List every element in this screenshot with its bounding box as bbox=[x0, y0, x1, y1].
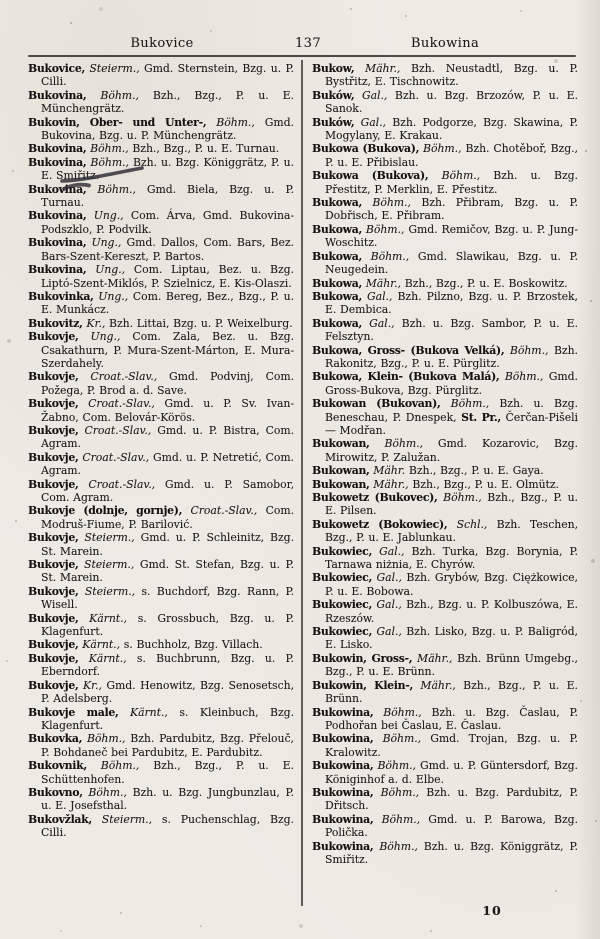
entry-text: Bzh. Podgorze, Bzg. Skawina, P. Mogylany, E. Krakau. bbox=[325, 115, 578, 143]
gazetteer-entry bbox=[28, 759, 294, 786]
gazetteer-entry bbox=[28, 236, 294, 263]
entry-region-abbrev: Mähr., bbox=[412, 651, 453, 665]
entry-text: Bzh. Lisko, Bzg. u. P. Baligród, E. Lisko. bbox=[325, 625, 578, 652]
entry-text: Bzh. u. Bzg. Sambor, P. u. E. Felsztyn. bbox=[325, 316, 578, 344]
entry-region-abbrev: Böhm., bbox=[86, 182, 136, 196]
entry-headword: Bukowa, Klein- (Bukova Malá), bbox=[312, 370, 500, 384]
entry-text: Bzh. u. Bzg. Časlau, P. Podhořan bei Časlau, E. Časlau. bbox=[325, 705, 578, 732]
entry-headword: Bukovje male, bbox=[28, 705, 119, 719]
entry-region-abbrev: Böhm., bbox=[499, 370, 544, 384]
entry-region-abbrev: Steierm., bbox=[78, 558, 135, 572]
entry-headword: Bukovina, bbox=[28, 142, 87, 156]
entry-headword: Bukowina, bbox=[312, 759, 374, 773]
entry-headword: Bukowan (Bukovan), bbox=[312, 397, 441, 411]
gazetteer-entry bbox=[312, 732, 578, 759]
entry-text: Bzh., Bzg., P. u. E. Schüttenhofen. bbox=[41, 759, 294, 786]
gazetteer-entry bbox=[312, 317, 578, 344]
entry-headword: Bukovje, bbox=[28, 423, 79, 437]
gazetteer-entry bbox=[28, 370, 294, 397]
gazetteer-entry bbox=[28, 317, 294, 330]
entry-headword: Bukowiec, bbox=[312, 571, 373, 585]
entry-headword: Bukowina, bbox=[312, 839, 374, 853]
entry-region-abbrev: Böhm., bbox=[82, 785, 127, 799]
entry-region-abbrev: Kärnt., bbox=[118, 705, 168, 719]
gazetteer-entry bbox=[28, 330, 294, 370]
entry-region-abbrev: Gal., bbox=[372, 625, 402, 639]
gazetteer-entry bbox=[28, 531, 294, 558]
entry-text: Bzh., Bzg., P. u. E. Boskowitz. bbox=[401, 276, 568, 290]
entry-text: Čerčan-Pišeli — Modřan. bbox=[325, 410, 578, 437]
gazetteer-entry bbox=[312, 89, 578, 116]
entry-text: Bzh. Přibram, Bzg. u. P. Dobřisch, E. Přibram. bbox=[325, 196, 578, 223]
entry-text: Gmd. Sternstein, Bzg. u. P. Cilli. bbox=[41, 62, 294, 89]
entry-headword: Bukowa, bbox=[312, 196, 362, 210]
entry-headword: St. Pr., bbox=[461, 410, 501, 424]
gazetteer-entry bbox=[28, 786, 294, 813]
gazetteer-entry bbox=[28, 263, 294, 290]
entry-text: Gmd. Podvinj, Com. Požega, P. Brod a. d. Save. bbox=[41, 370, 294, 397]
entry-text: Com. Liptau, Bez. u. Bzg. Liptó-Szent-Miklós, P. Szielnicz, E. Kis-Olaszi. bbox=[41, 263, 294, 290]
page-number-footer: 10 bbox=[482, 903, 502, 918]
entry-region-abbrev: Mähr., bbox=[361, 276, 401, 290]
gazetteer-entry bbox=[28, 209, 294, 236]
left-column bbox=[28, 62, 294, 840]
entry-text: Bzh. Pilzno, Bzg. u. P. Brzostek, E. Dembica. bbox=[325, 289, 578, 317]
gazetteer-entry bbox=[28, 732, 294, 759]
entry-region-abbrev: Croat.-Slav., bbox=[78, 477, 156, 491]
gazetteer-entry bbox=[312, 813, 578, 840]
entry-region-abbrev: Böhm., bbox=[82, 732, 126, 746]
entry-text: s. Kleinbuch, Bzg. Klagenfurt. bbox=[41, 705, 295, 732]
entry-text: Bzh. u. Bzg. Jungbunzlau, P. u. E. Josefsthal. bbox=[41, 785, 294, 813]
entry-text: Bzh. u. Bzg. Přestitz, P. Merklin, E. Přestitz. bbox=[325, 169, 578, 196]
entry-region-abbrev: Steierm., bbox=[91, 812, 153, 826]
entry-region-abbrev: Böhm., bbox=[361, 249, 410, 263]
entry-headword: Bukowan, bbox=[312, 437, 370, 451]
entry-region-abbrev: Kr., bbox=[82, 316, 106, 330]
entry-region-abbrev: Böhm., bbox=[373, 759, 416, 773]
entry-headword: Bukowa, bbox=[312, 249, 362, 263]
entry-text: s. Buchholz, Bzg. Villach. bbox=[120, 638, 263, 652]
entry-region-abbrev: Böhm., bbox=[373, 705, 422, 719]
entry-text: Bzh. Brünn Umgebg., Bzg., P. u. E. Brünn. bbox=[325, 651, 578, 679]
entry-text: Bzh. Chotěboř, Bzg., P. u. E. Přibislau. bbox=[325, 142, 578, 169]
entry-text: Gmd. St. Stefan, Bzg. u. P. St. Marein. bbox=[41, 558, 294, 585]
gazetteer-entry bbox=[312, 290, 578, 317]
entry-text: Com. Zala, Bez. u. Bzg. Csakathurn, P. Mura-Szent-Márton, E. Mura-Szerdahely. bbox=[41, 330, 295, 370]
gazetteer-entry bbox=[312, 545, 578, 572]
entry-region-abbrev: Gal., bbox=[354, 88, 388, 102]
entry-text: Com. Modruš-Fiume, P. Barilović. bbox=[41, 504, 295, 531]
entry-region-abbrev: Böhm., bbox=[361, 222, 405, 236]
entry-headword: Bukovitz, bbox=[28, 316, 83, 330]
entry-text: Gmd. Biela, Bzg. u. P. Turnau. bbox=[41, 182, 294, 210]
gazetteer-entry bbox=[312, 625, 578, 652]
entry-text: Bzh. u. Bzg. Königgrätz, P. Smiřitz. bbox=[325, 839, 578, 866]
entry-region-abbrev: Böhm., bbox=[373, 732, 422, 746]
entry-headword: Bukovje, bbox=[28, 638, 79, 652]
gazetteer-entry bbox=[28, 290, 294, 317]
gazetteer-entry bbox=[28, 478, 294, 505]
entry-headword: Bukowina, bbox=[312, 812, 374, 826]
entry-headword: Bukowa (Bukova), bbox=[312, 169, 429, 183]
gazetteer-entry bbox=[312, 786, 578, 813]
entry-headword: Bukovka, bbox=[28, 732, 83, 746]
gazetteer-entry bbox=[312, 344, 578, 371]
entry-region-abbrev: Croat.-Slav., bbox=[182, 504, 258, 518]
entry-text: Bzh. Grybów, Bzg. Ciężkowice, P. u. E. Bobowa. bbox=[325, 571, 578, 598]
entry-region-abbrev: Böhm., bbox=[373, 785, 420, 799]
entry-text: Gmd. u. P. Güntersdorf, Bzg. Königinhof a. d. Elbe. bbox=[325, 759, 578, 786]
entry-headword: Bukowiec, bbox=[312, 598, 373, 612]
entry-text: Gmd. Bukovina, Bzg. u. P. Münchengrätz. bbox=[41, 115, 294, 143]
entry-text: Gmd. u. P. Samobor, Com. Agram. bbox=[41, 477, 294, 504]
entry-text: s. Grossbuch, Bzg. u. P. Klagenfurt. bbox=[41, 611, 294, 639]
gazetteer-entry bbox=[312, 116, 578, 143]
entry-headword: Bukovje, bbox=[28, 450, 79, 464]
entry-text: Bzh. Pardubitz, Bzg. Přelouč, P. Bohdaneč bei Pardubitz, E. Pardubitz. bbox=[41, 732, 294, 759]
gazetteer-entry bbox=[28, 558, 294, 585]
gazetteer-entry bbox=[312, 223, 578, 250]
entry-text: Gmd. u. P. Netretić, Com. Agram. bbox=[41, 450, 294, 478]
gazetteer-entry bbox=[312, 679, 578, 706]
entry-text: Gmd. Trojan, Bzg. u. P. Kralowitz. bbox=[325, 732, 578, 759]
gazetteer-entry bbox=[312, 478, 578, 491]
entry-text: Bzh. u. Bzg. Pardubitz, P. Dřitsch. bbox=[325, 785, 578, 813]
gazetteer-entry bbox=[28, 62, 294, 89]
entry-text: Bzh. Rakonitz, Bzg., P. u. E. Pürglitz. bbox=[325, 343, 578, 370]
entry-text: Bzh. u. Bzg. Brzozów, P. u. E. Sanok. bbox=[325, 88, 578, 116]
entry-headword: Bukowan, bbox=[312, 464, 370, 478]
entry-text: Bzh. u. Bzg. Königgrätz, P. u. E. Smiřitz. bbox=[41, 155, 294, 183]
entry-headword: Bukovje, bbox=[28, 397, 79, 411]
entry-region-abbrev: Croat.-Slav., bbox=[78, 423, 152, 437]
entry-text: s. Puchenschlag, Bzg. Cilli. bbox=[41, 812, 294, 840]
entry-region-abbrev: Mähr., bbox=[369, 477, 409, 491]
entry-region-abbrev: Böhm., bbox=[86, 88, 139, 102]
entry-headword: Bukovje, bbox=[28, 330, 79, 344]
text-body bbox=[28, 62, 578, 866]
entry-headword: Bukowa, bbox=[312, 289, 362, 303]
gazetteer-entry bbox=[312, 759, 578, 786]
entry-headword: Buków, bbox=[312, 115, 355, 129]
entry-region-abbrev: Böhm., bbox=[206, 115, 255, 129]
entry-text: Bzh., Bzg., P. u. E. Turnau. bbox=[128, 142, 280, 156]
entry-region-abbrev: Ung., bbox=[86, 263, 126, 277]
entry-text: Bzh. Turka, Bzg. Borynia, P. Tarnawa niżnia, E. Chyrów. bbox=[325, 544, 578, 572]
gazetteer-entry bbox=[28, 424, 294, 451]
entry-headword: Bukovje, bbox=[28, 477, 79, 491]
entry-headword: Bukovje, bbox=[28, 584, 79, 598]
entry-text: Gmd. Kozarovic, Bzg. Mirowitz, P. Zalužan. bbox=[325, 437, 578, 464]
entry-text: Gmd. Slawikau, Bzg. u. P. Neugedein. bbox=[325, 249, 578, 277]
entry-headword: Bukovje, bbox=[28, 651, 79, 665]
entry-region-abbrev: Croat.-Slav., bbox=[78, 370, 158, 384]
entry-headword: Bukowiec, bbox=[312, 544, 373, 558]
entry-headword: Bukovje, bbox=[28, 611, 79, 625]
gazetteer-entry bbox=[312, 571, 578, 598]
entry-region-abbrev: Böhm., bbox=[361, 196, 411, 210]
gazetteer-entry bbox=[312, 397, 578, 437]
gazetteer-entry bbox=[312, 196, 578, 223]
gazetteer-entry bbox=[28, 116, 294, 143]
entry-text: Bzh., Bzg., P. u. E. Pilsen. bbox=[325, 491, 578, 518]
entry-headword: Bukowiec, bbox=[312, 625, 373, 639]
entry-region-abbrev: Böhm., bbox=[373, 812, 421, 826]
gazetteer-entry bbox=[312, 491, 578, 518]
entry-region-abbrev: Ung., bbox=[93, 289, 129, 303]
gazetteer-entry bbox=[28, 813, 294, 840]
entry-region-abbrev: Böhm., bbox=[419, 142, 462, 156]
gazetteer-entry bbox=[28, 638, 294, 651]
entry-region-abbrev: Böhm., bbox=[440, 397, 490, 411]
gazetteer-entry bbox=[312, 706, 578, 733]
entry-region-abbrev: Böhm., bbox=[504, 343, 549, 357]
gazetteer-entry bbox=[28, 89, 294, 116]
gazetteer-entry bbox=[312, 250, 578, 277]
entry-headword: Bukowin, Klein-, bbox=[312, 678, 413, 692]
entry-text: s. Buchdorf, Bzg. Rann, P. Wisell. bbox=[41, 584, 295, 612]
entry-text: Bzh. Littai, Bzg. u. P. Weixelburg. bbox=[105, 316, 293, 330]
gazetteer-entry bbox=[312, 518, 578, 545]
entry-region-abbrev: Böhm., bbox=[437, 491, 482, 504]
entry-headword: Bukow, bbox=[312, 62, 355, 75]
entry-headword: Bukowin, Gross-, bbox=[312, 651, 413, 665]
entry-region-abbrev: Mähr. bbox=[369, 464, 406, 478]
entry-text: Bzh., Bzg. u. P. Kolbuszówa, E. Rzeszów. bbox=[325, 598, 578, 625]
entry-region-abbrev: Gal., bbox=[361, 289, 393, 303]
entry-region-abbrev: Böhm., bbox=[86, 759, 140, 773]
entry-headword: Bukowa, bbox=[312, 222, 362, 236]
entry-region-abbrev: Kr., bbox=[78, 678, 102, 692]
entry-headword: Bukowa, bbox=[312, 276, 362, 290]
entry-headword: Bukowina, bbox=[312, 732, 374, 746]
entry-headword: Buków, bbox=[312, 88, 355, 102]
running-head-left-keyword: Bukovice bbox=[130, 36, 194, 51]
entry-text: Gmd. Dallos, Com. Bars, Bez. Bars-Szent-Kereszt, P. Bartos. bbox=[41, 236, 294, 263]
gazetteer-entry bbox=[28, 451, 294, 478]
entry-headword: Bukowina, bbox=[312, 785, 374, 799]
gazetteer-entry bbox=[28, 504, 294, 531]
entry-headword: Bukowa (Bukova), bbox=[312, 142, 420, 156]
gazetteer-entry bbox=[312, 840, 578, 867]
entry-region-abbrev: Steierm., bbox=[78, 531, 135, 545]
entry-region-abbrev: Kärnt., bbox=[78, 611, 127, 625]
gazetteer-entry bbox=[28, 652, 294, 679]
entry-headword: Bukovje, bbox=[28, 558, 79, 572]
entry-headword: Bukowan, bbox=[312, 477, 370, 491]
gazetteer-entry bbox=[28, 156, 294, 183]
right-column bbox=[312, 62, 578, 866]
entry-headword: Bukovje (dolnje, gornje), bbox=[28, 504, 183, 518]
entry-text: Com. Árva, Gmd. Bukovina-Podszklo, P. Podvilk. bbox=[41, 209, 295, 236]
gazetteer-entry bbox=[28, 397, 294, 424]
entry-region-abbrev: Ung., bbox=[78, 330, 121, 344]
entry-headword: Bukowa, bbox=[312, 316, 362, 330]
running-head-right-keyword: Bukowina bbox=[410, 36, 480, 51]
entry-region-abbrev: Croat.-Slav., bbox=[78, 397, 155, 411]
entry-region-abbrev: Gal., bbox=[372, 571, 402, 585]
entry-region-abbrev: Steierm., bbox=[85, 62, 140, 75]
entry-region-abbrev: Gal., bbox=[361, 316, 395, 330]
entry-region-abbrev: Böhm., bbox=[369, 437, 423, 451]
gazetteer-entry bbox=[312, 598, 578, 625]
header-rule bbox=[28, 55, 576, 57]
entry-headword: Bukowa, Gross- (Bukova Velká), bbox=[312, 343, 505, 357]
entry-region-abbrev: Gal., bbox=[372, 544, 405, 558]
running-head-page-number: 137 bbox=[294, 36, 322, 51]
gazetteer-entry bbox=[312, 652, 578, 679]
entry-region-abbrev: Böhm., bbox=[86, 142, 129, 156]
entry-text: Gmd. u. P. Barowa, Bzg. Polička. bbox=[325, 812, 578, 840]
entry-text: Com. Bereg, Bez., Bzg., P. u. E. Munkácz. bbox=[41, 289, 295, 317]
gazetteer-entry bbox=[28, 585, 294, 612]
entry-headword: Bukovje, bbox=[28, 370, 79, 384]
entry-text: Bzh., Bzg., P. u. E. Münchengrätz. bbox=[41, 88, 294, 116]
entry-headword: Bukowetz (Bukovec), bbox=[312, 491, 438, 504]
entry-text: Gmd. u. P. Bistra, Com. Agram. bbox=[41, 423, 294, 451]
entry-text: s. Buchbrunn, Bzg. u. P. Eberndorf. bbox=[41, 651, 294, 679]
gazetteer-entry bbox=[312, 142, 578, 169]
entry-headword: Bukovice, bbox=[28, 62, 85, 75]
entry-region-abbrev: Ung., bbox=[86, 236, 122, 250]
entry-headword: Bukovina, bbox=[28, 155, 87, 169]
entry-headword: Bukovinka, bbox=[28, 289, 94, 303]
entry-region-abbrev: Kärnt., bbox=[78, 638, 121, 652]
entry-text: Gmd. Remičov, Bzg. u. P. Jung-Woschitz. bbox=[325, 222, 578, 250]
entry-headword: Bukowetz (Bokowiec), bbox=[312, 517, 448, 531]
entry-text: Gmd. Henowitz, Bzg. Senosetsch, P. Adelsberg. bbox=[41, 678, 294, 706]
gazetteer-entry bbox=[312, 169, 578, 196]
entry-region-abbrev: Böhm., bbox=[428, 169, 481, 183]
gazetteer-entry bbox=[312, 62, 578, 89]
entry-region-abbrev: Böhm., bbox=[86, 155, 129, 169]
entry-region-abbrev: Schl., bbox=[447, 517, 488, 531]
gazetteer-entry bbox=[312, 437, 578, 464]
entry-headword: Bukovje, bbox=[28, 531, 79, 545]
gazetteer-entry bbox=[28, 142, 294, 155]
entry-headword: Bukovina, bbox=[28, 236, 87, 250]
entry-headword: Bukovno, bbox=[28, 785, 83, 799]
entry-text: Bzh., Bzg., P. u. E. Brünn. bbox=[325, 678, 578, 706]
entry-headword: Bukovina, bbox=[28, 263, 87, 277]
entry-region-abbrev: Mähr., bbox=[412, 678, 456, 692]
gazetteer-entry bbox=[312, 370, 578, 397]
entry-region-abbrev: Kärnt., bbox=[78, 651, 127, 665]
entry-text: Bzh. Teschen, Bzg., P. u. E. Jablunkau. bbox=[325, 517, 579, 545]
entry-text: Gmd. u. P. Sv. Ivan-Žabno, Com. Belovár-Körös. bbox=[41, 397, 295, 424]
entry-text: Bzh., Bzg., P. u. E. Olmütz. bbox=[408, 477, 559, 491]
gazetteer-entry bbox=[312, 277, 578, 290]
entry-headword: Bukovina, bbox=[28, 182, 87, 196]
gazetteer-entry bbox=[312, 464, 578, 477]
entry-text: Bzh. u. Bzg. Beneschau, P. Dnespek, bbox=[325, 397, 578, 424]
entry-headword: Bukowina, bbox=[312, 705, 374, 719]
entry-headword: Bukovžlak, bbox=[28, 812, 92, 826]
entry-headword: Bukovin, Ober- und Unter-, bbox=[28, 115, 207, 129]
entry-region-abbrev: Mähr., bbox=[354, 62, 401, 75]
entry-text: Gmd. Gross-Bukova, Bzg. Pürglitz. bbox=[325, 370, 578, 397]
entry-headword: Bukovje, bbox=[28, 678, 79, 692]
entry-region-abbrev: Gal., bbox=[354, 115, 386, 129]
entry-region-abbrev: Ung., bbox=[86, 209, 124, 223]
entry-headword: Bukovina, bbox=[28, 209, 87, 223]
gazetteer-entry bbox=[28, 183, 294, 210]
entry-headword: Bukovina, bbox=[28, 88, 87, 102]
entry-text: Gmd. u. P. Schleinitz, Bzg. St. Marein. bbox=[41, 531, 294, 558]
gazetteer-entry bbox=[28, 679, 294, 706]
entry-region-abbrev: Croat.-Slav., bbox=[78, 450, 150, 464]
entry-region-abbrev: Böhm., bbox=[373, 839, 418, 853]
entry-text: Bzh. Neustadtl, Bzg. u. P. Bystřitz, E. Tischnowitz. bbox=[325, 62, 578, 89]
entry-headword: Bukovnik, bbox=[28, 759, 87, 773]
scan-speckles bbox=[0, 0, 2, 2]
gazetteer-entry bbox=[28, 612, 294, 639]
entry-text: Bzh., Bzg., P. u. E. Gaya. bbox=[405, 464, 544, 478]
entry-region-abbrev: Steierm., bbox=[78, 584, 136, 598]
gazetteer-entry bbox=[28, 706, 294, 733]
entry-region-abbrev: Gal., bbox=[372, 598, 402, 612]
